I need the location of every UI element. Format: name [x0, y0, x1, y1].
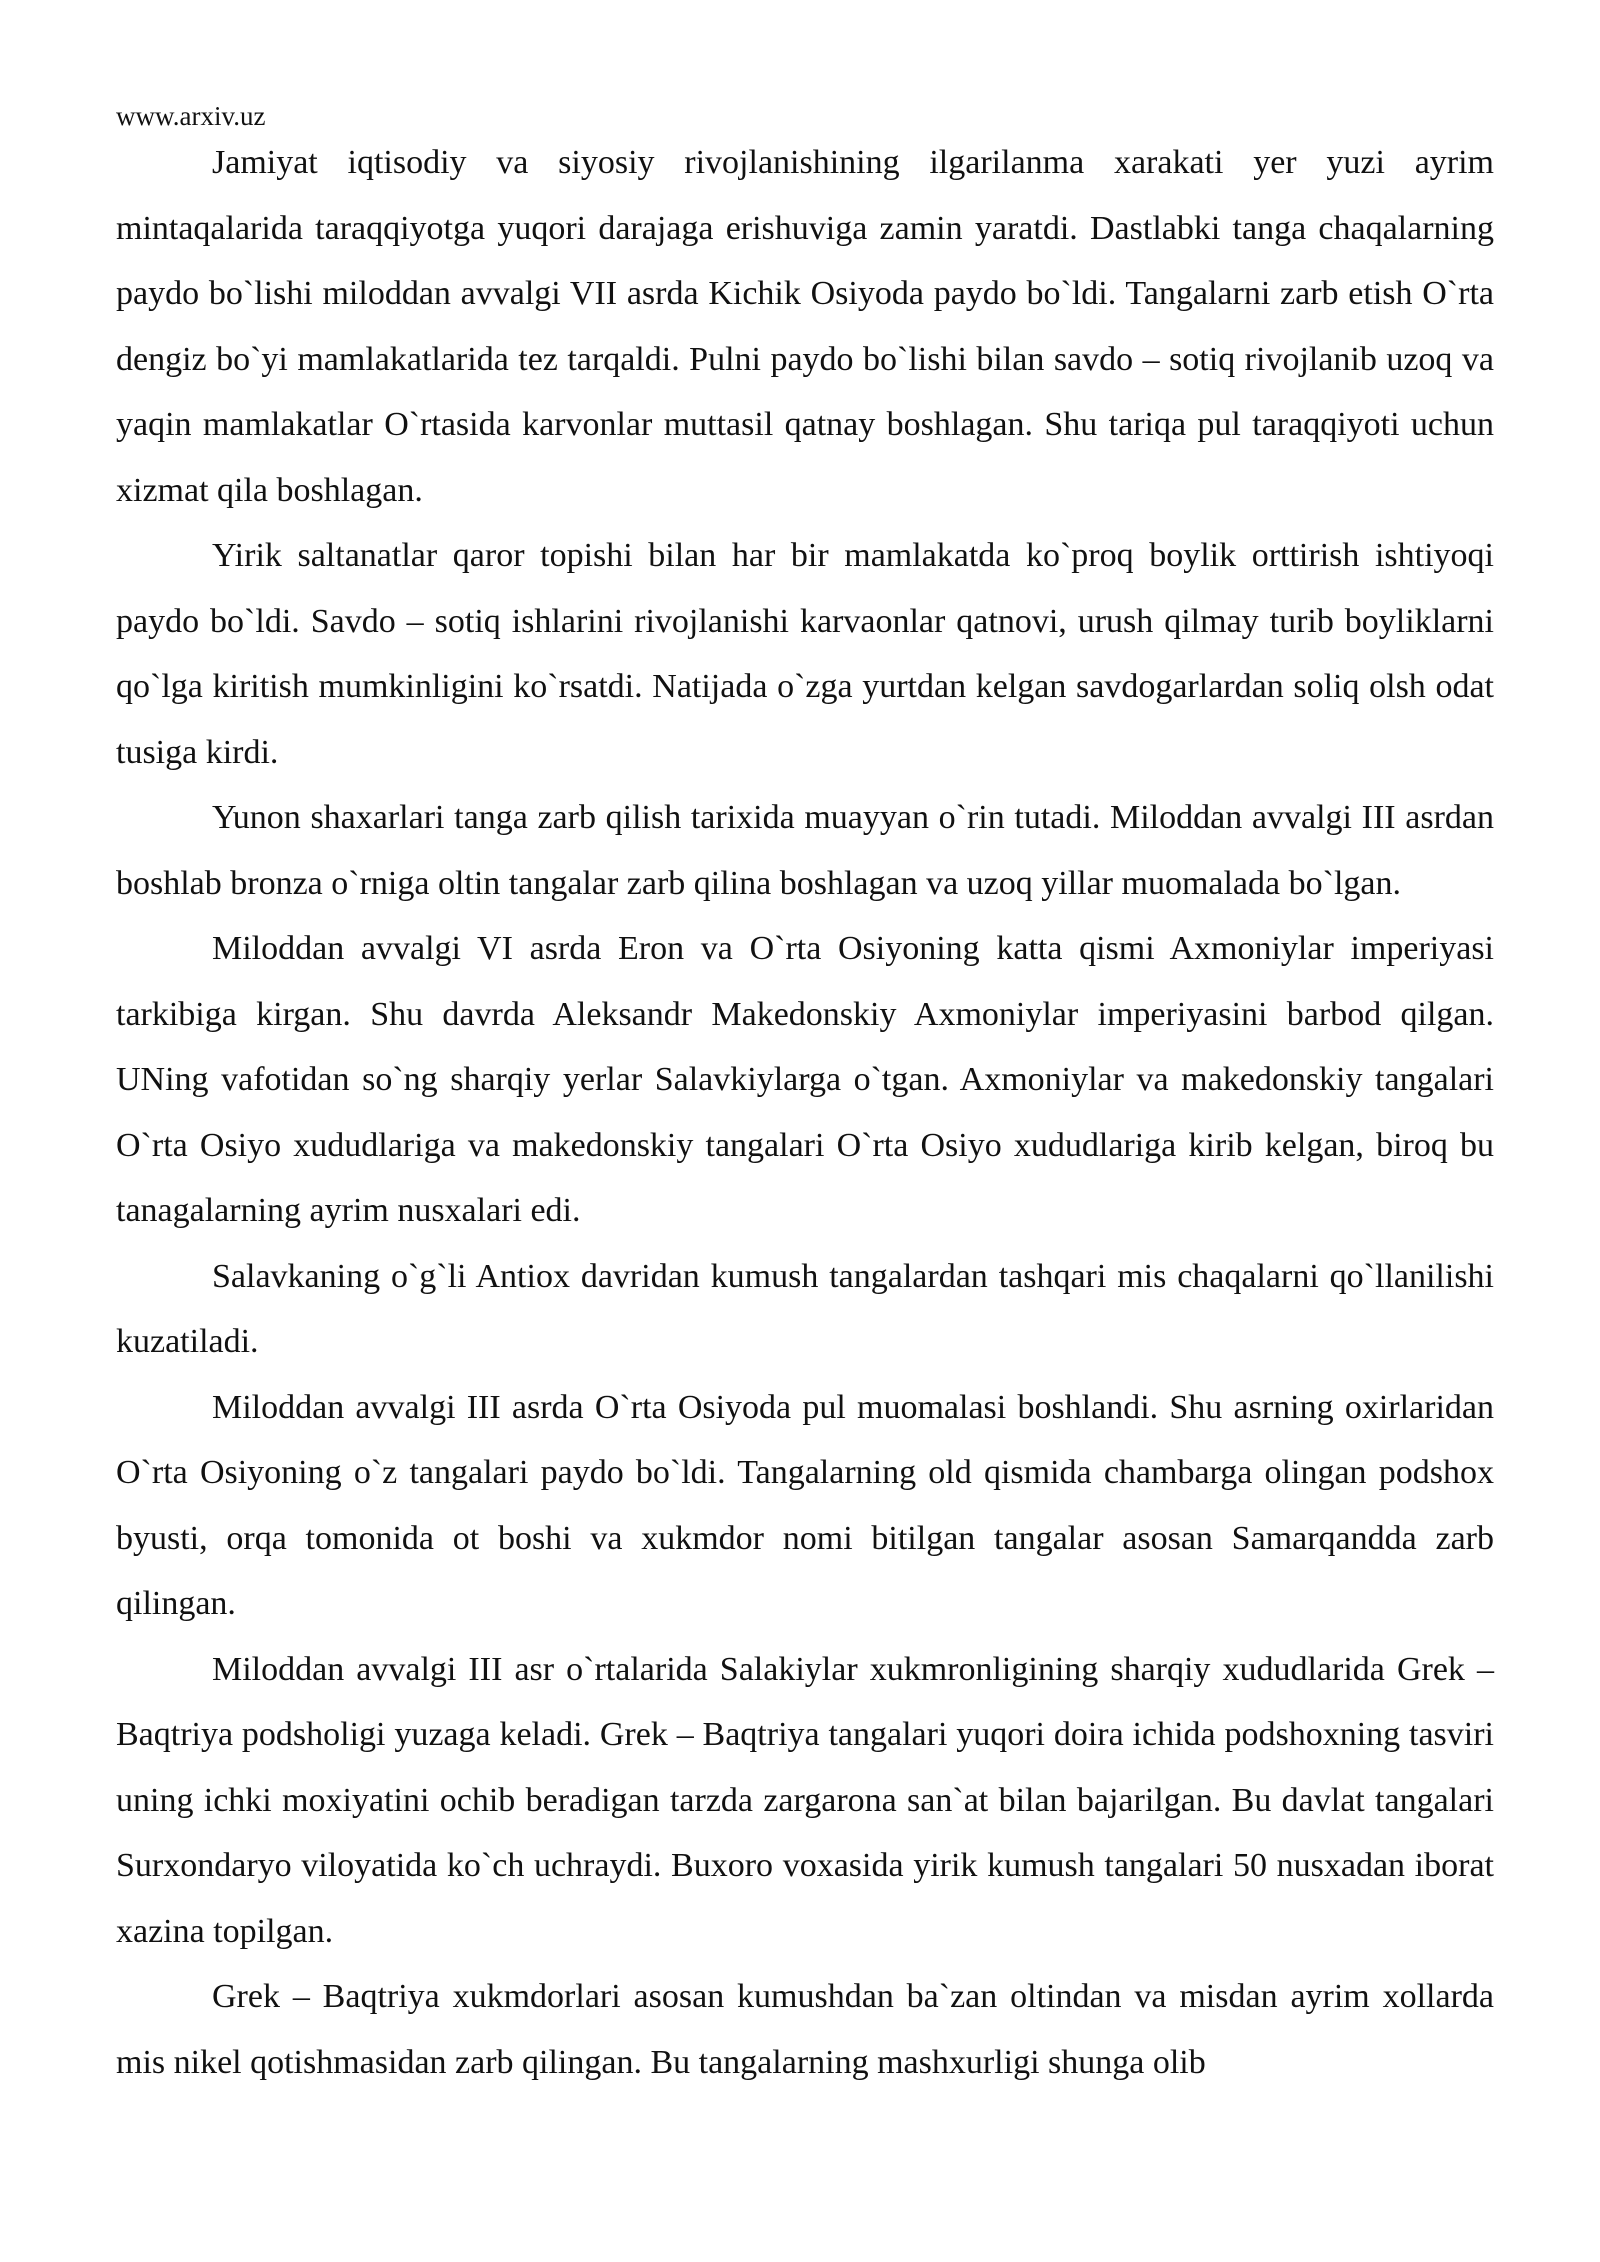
paragraph: Salavkaning o`g`li Antiox davridan kumush tangalardan tashqari mis chaqalarni qo`llanilishi kuzatiladi. [116, 1257, 1494, 1360]
paragraph: Jamiyat iqtisodiy va siyosiy rivojlanishining ilgarilanma xarakati yer yuzi ayrim mintaqalarida taraqqiyotga yuqori darajaga erishuviga zamin yaratdi. Dastlabki tanga chaqalarning paydo bo`lishi miloddan avvalgi VII asrda Kichik Osiyoda paydo bo`ldi. Tangalarni zarb etish O`rta dengiz bo`yi mamlakatlarida tez tarqaldi. Pulni paydo bo`lishi bilan savdo – sotiq rivojlanib uzoq va yaqin mamlakatlar O`rtasida karvonlar muttasil qatnay boshlagan. Shu tariqa pul taraqqiyoti uchun xizmat qila boshlagan. [116, 144, 1494, 509]
paragraph: Miloddan avvalgi VI asrda Eron va O`rta Osiyoning katta qismi Axmoniylar imperiyasi tarkibiga kirgan. Shu davrda Aleksandr Makedonskiy Axmoniylar imperiyasini barbod qilgan. UNing vafotidan so`ng sharqiy yerlar Salavkiylarga o`tgan. Axmoniylar va makedonskiy tangalari O`rta Osiyo xududlariga va makedonskiy tangalari O`rta Osiyo xududlariga kirib kelgan, biroq bu tanagalarning ayrim nusxalari edi. [116, 930, 1494, 1229]
paragraph: Grek – Baqtriya xukmdorlari asosan kumushdan ba`zan oltindan va misdan ayrim xollarda mis nikel qotishmasidan zarb qilingan. Bu tangalarning mashxurligi shunga olib [116, 1978, 1494, 2081]
site-header-url[interactable]: www.arxiv.uz [116, 101, 266, 131]
paragraph: Miloddan avvalgi III asr o`rtalarida Salakiylar xukmronligining sharqiy xududlarida Grek – Baqtriya podsholigi yuzaga keladi. Grek – Baqtriya tangalari yuqori doira ichida podshoxning tasviri uning ichki moxiyatini ochib beradigan tarzda zargarona san`at bilan bajarilgan. Bu davlat tangalari Surxondaryo viloyatida ko`ch uchraydi. Buxoro voxasida yirik kumush tangalari 50 nusxadan iborat xazina topilgan. [116, 1650, 1494, 1950]
paragraph: Miloddan avvalgi III asrda O`rta Osiyoda pul muomalasi boshlandi. Shu asrning oxirlaridan O`rta Osiyoning o`z tangalari paydo bo`ldi. Tangalarning old qismida chambarga olingan podshox byusti, orqa tomonida ot boshi va xukmdor nomi bitilgan tangalar asosan Samarqandda zarb qilingan. [116, 1388, 1494, 1622]
document-body [116, 130, 1494, 2095]
paragraph: Yirik saltanatlar qaror topishi bilan har bir mamlakatda ko`proq boylik orttirish ishtiyoqi paydo bo`ldi. Savdo – sotiq ishlarini rivojlanishi karvaonlar qatnovi, urush qilmay turib boyliklarni qo`lga kiritish mumkinligini ko`rsatdi. Natijada o`zga yurtdan kelgan savdogarlardan soliq olsh odat tusiga kirdi. [116, 537, 1494, 771]
paragraph: Yunon shaxarlari tanga zarb qilish tarixida muayyan o`rin tutadi. Miloddan avvalgi III asrdan boshlab bronza o`rniga oltin tangalar zarb qilina boshlagan va uzoq yillar muomalada bo`lgan. [116, 799, 1494, 902]
